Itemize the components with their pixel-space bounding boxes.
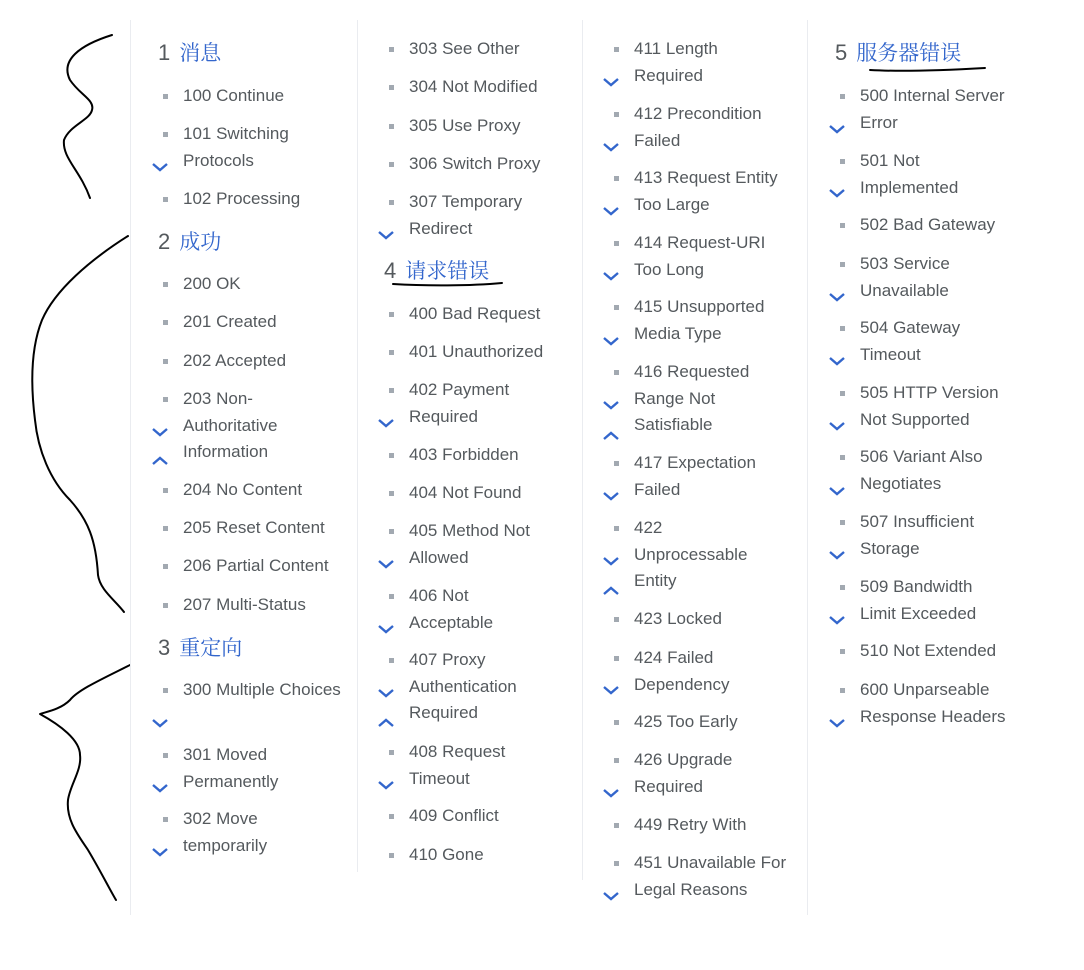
square-bullet-icon	[389, 491, 394, 496]
toc-item-600[interactable]	[860, 677, 1020, 730]
toc-item-label[interactable]: 305 Use Proxy	[409, 116, 521, 135]
toc-item-label[interactable]: 422 Unprocessable Entity	[634, 518, 748, 590]
chevron-down-icon[interactable]	[152, 718, 168, 728]
toc-item-label[interactable]: 400 Bad Request	[409, 304, 541, 323]
brace-section-2	[32, 236, 128, 612]
square-bullet-icon	[389, 750, 394, 755]
toc-item-101[interactable]	[183, 121, 348, 174]
toc-item-204[interactable]	[183, 477, 348, 504]
toc-item-200[interactable]	[183, 271, 348, 298]
square-bullet-icon	[614, 241, 619, 246]
toc-item-506[interactable]	[860, 444, 995, 497]
chevron-down-icon[interactable]	[829, 550, 845, 560]
toc-item-label[interactable]: 506 Variant Also Negotiates	[860, 447, 983, 493]
square-bullet-icon	[614, 656, 619, 661]
toc-item-410[interactable]	[409, 842, 574, 869]
toc-item-label[interactable]: 510 Not Extended	[860, 641, 997, 660]
toc-item-203[interactable]	[183, 386, 313, 466]
chevron-down-icon[interactable]	[603, 400, 619, 410]
square-bullet-icon	[389, 453, 394, 458]
toc-item-label[interactable]: 102 Processing	[183, 189, 301, 208]
toc-item-label[interactable]: 307 Temporary Redirect	[409, 192, 523, 238]
chevron-down-icon[interactable]	[603, 271, 619, 281]
square-bullet-icon	[389, 814, 394, 819]
toc-item-507[interactable]	[860, 509, 985, 562]
toc-item-label[interactable]: 300 Multiple Choices	[183, 680, 341, 699]
toc-item-label[interactable]: 502 Bad Gateway	[860, 215, 996, 234]
square-bullet-icon	[614, 861, 619, 866]
toc-item-408[interactable]	[409, 739, 524, 792]
toc-item-102[interactable]	[183, 186, 348, 213]
toc-item-label[interactable]: 303 See Other	[409, 39, 520, 58]
chevron-down-icon[interactable]	[829, 124, 845, 134]
section-heading-1xx[interactable]	[158, 38, 221, 68]
toc-item-label[interactable]: 200 OK	[183, 274, 241, 293]
toc-item-label[interactable]: 415 Unsupported Media Type	[634, 297, 765, 343]
toc-item-label[interactable]: 101 Switching Protocols	[183, 124, 289, 170]
square-bullet-icon	[389, 658, 394, 663]
chevron-down-icon[interactable]	[378, 688, 394, 698]
square-bullet-icon	[389, 853, 394, 858]
toc-item-label[interactable]: 500 Internal Server Error	[860, 86, 1005, 132]
toc-item-label[interactable]: 406 Not Acceptable	[409, 586, 494, 632]
toc-item-302[interactable]	[183, 806, 308, 859]
toc-item-414[interactable]	[634, 230, 779, 283]
section-title[interactable]: 重定向	[179, 636, 243, 660]
toc-item-label[interactable]: 505 HTTP Version Not Supported	[860, 383, 999, 429]
section-heading-2xx[interactable]	[158, 227, 221, 257]
chevron-down-icon[interactable]	[603, 491, 619, 501]
chevron-down-icon[interactable]	[603, 142, 619, 152]
square-bullet-icon	[614, 720, 619, 725]
square-bullet-icon	[840, 159, 845, 164]
toc-item-301[interactable]	[183, 742, 308, 795]
chevron-down-icon[interactable]	[603, 891, 619, 901]
chevron-down-icon[interactable]	[829, 486, 845, 496]
brace-section-3	[40, 665, 130, 900]
chevron-down-icon[interactable]	[829, 421, 845, 431]
toc-item-407[interactable]	[409, 647, 534, 727]
toc-item-label[interactable]: 403 Forbidden	[409, 445, 519, 464]
toc-item-label[interactable]: 306 Switch Proxy	[409, 154, 541, 173]
section-number: 5	[835, 40, 848, 65]
chevron-down-icon[interactable]	[603, 685, 619, 695]
square-bullet-icon	[840, 94, 845, 99]
toc-item-label[interactable]: 407 Proxy Authentication Required	[409, 650, 517, 722]
square-bullet-icon	[389, 594, 394, 599]
toc-item-422[interactable]	[634, 515, 764, 595]
chevron-down-icon[interactable]	[603, 336, 619, 346]
toc-item-label[interactable]: 100 Continue	[183, 86, 285, 105]
section-number: 2	[158, 229, 171, 254]
chevron-down-icon[interactable]	[378, 624, 394, 634]
toc-item-label[interactable]: 401 Unauthorized	[409, 342, 544, 361]
square-bullet-icon	[389, 162, 394, 167]
toc-item-449[interactable]	[634, 812, 799, 839]
toc-item-label[interactable]: 409 Conflict	[409, 806, 499, 825]
toc-item-206[interactable]	[183, 553, 348, 580]
section-title[interactable]: 服务器错误	[856, 41, 962, 65]
toc-item-509[interactable]	[860, 574, 990, 627]
square-bullet-icon	[163, 817, 168, 822]
chevron-down-icon[interactable]	[152, 427, 168, 437]
square-bullet-icon	[163, 397, 168, 402]
toc-item-415[interactable]	[634, 294, 779, 347]
square-bullet-icon	[840, 223, 845, 228]
toc-item-504[interactable]	[860, 315, 970, 368]
section-number: 3	[158, 635, 171, 660]
toc-item-label[interactable]: 451 Unavailable For Legal Reasons	[634, 853, 787, 899]
square-bullet-icon	[163, 197, 168, 202]
toc-item-505[interactable]	[860, 380, 1010, 433]
toc-item-label[interactable]: 410 Gone	[409, 845, 484, 864]
toc-item-label[interactable]: 301 Moved Permanently	[183, 745, 279, 791]
section-number: 1	[158, 40, 171, 65]
column-divider	[357, 20, 358, 872]
toc-item-label[interactable]: 424 Failed Dependency	[634, 648, 730, 694]
square-bullet-icon	[389, 47, 394, 52]
square-bullet-icon	[840, 455, 845, 460]
toc-item-403[interactable]	[409, 442, 574, 469]
toc-item-label[interactable]: 416 Requested Range Not Satisfiable	[634, 362, 750, 434]
square-bullet-icon	[614, 370, 619, 375]
toc-item-424[interactable]	[634, 645, 749, 698]
toc-item-label[interactable]: 205 Reset Content	[183, 518, 325, 537]
square-bullet-icon	[389, 200, 394, 205]
toc-item-305[interactable]	[409, 113, 574, 140]
chevron-down-icon[interactable]	[829, 356, 845, 366]
toc-item-201[interactable]	[183, 309, 348, 336]
toc-item-451[interactable]	[634, 850, 799, 903]
toc-item-label[interactable]: 402 Payment Required	[409, 380, 510, 426]
toc-item-416[interactable]	[634, 359, 759, 439]
chevron-down-icon[interactable]	[829, 188, 845, 198]
toc-item-404[interactable]	[409, 480, 574, 507]
square-bullet-icon	[163, 359, 168, 364]
chevron-up-icon[interactable]	[603, 586, 619, 596]
toc-item-503[interactable]	[860, 251, 970, 304]
square-bullet-icon	[163, 488, 168, 493]
section-heading-3xx[interactable]	[158, 633, 242, 663]
section-heading-5xx[interactable]	[835, 38, 961, 68]
brace-section-1	[64, 35, 112, 198]
toc-item-205[interactable]	[183, 515, 348, 542]
section-title[interactable]: 成功	[179, 230, 222, 254]
toc-item-401[interactable]	[409, 339, 574, 366]
section-title[interactable]: 消息	[179, 41, 222, 65]
toc-item-100[interactable]	[183, 83, 348, 110]
toc-item-label[interactable]: 302 Move temporarily	[183, 809, 268, 855]
toc-item-label[interactable]: 404 Not Found	[409, 483, 522, 502]
toc-item-207[interactable]	[183, 592, 348, 619]
chevron-down-icon[interactable]	[603, 788, 619, 798]
chevron-down-icon[interactable]	[152, 783, 168, 793]
toc-item-413[interactable]	[634, 165, 789, 218]
square-bullet-icon	[389, 350, 394, 355]
square-bullet-icon	[389, 529, 394, 534]
chevron-up-icon[interactable]	[152, 456, 168, 466]
toc-item-label[interactable]: 503 Service Unavailable	[860, 254, 950, 300]
square-bullet-icon	[614, 305, 619, 310]
square-bullet-icon	[614, 758, 619, 763]
toc-item-426[interactable]	[634, 747, 749, 800]
toc-item-label[interactable]: 203 Non-Authoritative Information	[183, 389, 278, 461]
toc-item-label[interactable]: 423 Locked	[634, 609, 722, 628]
square-bullet-icon	[840, 649, 845, 654]
toc-item-label[interactable]: 207 Multi-Status	[183, 595, 306, 614]
toc-item-501[interactable]	[860, 148, 975, 201]
square-bullet-icon	[163, 688, 168, 693]
toc-item-label[interactable]: 504 Gateway Timeout	[860, 318, 961, 364]
chevron-down-icon[interactable]	[378, 559, 394, 569]
toc-item-label[interactable]: 202 Accepted	[183, 351, 287, 370]
toc-item-417[interactable]	[634, 450, 769, 503]
chevron-down-icon[interactable]	[829, 615, 845, 625]
toc-item-label[interactable]: 425 Too Early	[634, 712, 738, 731]
toc-item-400[interactable]	[409, 301, 574, 328]
toc-item-label[interactable]: 304 Not Modified	[409, 77, 538, 96]
toc-item-label[interactable]: 426 Upgrade Required	[634, 750, 733, 796]
square-bullet-icon	[840, 688, 845, 693]
square-bullet-icon	[163, 753, 168, 758]
square-bullet-icon	[614, 617, 619, 622]
toc-item-510[interactable]	[860, 638, 1035, 665]
toc-item-label[interactable]: 412 Precondition Failed	[634, 104, 762, 150]
section-title[interactable]: 请求错误	[405, 259, 490, 283]
toc-item-label[interactable]: 417 Expectation Failed	[634, 453, 756, 499]
section-heading-4xx[interactable]	[384, 256, 489, 286]
square-bullet-icon	[840, 585, 845, 590]
square-bullet-icon	[163, 564, 168, 569]
square-bullet-icon	[614, 461, 619, 466]
chevron-down-icon[interactable]	[829, 292, 845, 302]
square-bullet-icon	[163, 282, 168, 287]
square-bullet-icon	[163, 132, 168, 137]
section-number: 4	[384, 258, 397, 283]
toc-item-303[interactable]	[409, 36, 574, 63]
square-bullet-icon	[614, 112, 619, 117]
column-divider	[130, 20, 131, 915]
toc-item-412[interactable]	[634, 101, 774, 154]
square-bullet-icon	[840, 262, 845, 267]
toc-item-label[interactable]: 413 Request Entity Too Large	[634, 168, 778, 214]
square-bullet-icon	[389, 388, 394, 393]
chevron-down-icon[interactable]	[152, 847, 168, 857]
toc-item-label[interactable]: 206 Partial Content	[183, 556, 329, 575]
toc-item-423[interactable]	[634, 606, 799, 633]
square-bullet-icon	[840, 391, 845, 396]
chevron-down-icon[interactable]	[603, 206, 619, 216]
toc-item-406[interactable]	[409, 583, 509, 636]
toc-item-202[interactable]	[183, 348, 348, 375]
toc-item-409[interactable]	[409, 803, 574, 830]
column-divider	[582, 20, 583, 880]
toc-item-label[interactable]: 414 Request-URI Too Long	[634, 233, 766, 279]
square-bullet-icon	[840, 326, 845, 331]
toc-item-500[interactable]	[860, 83, 1020, 136]
underline-section-5	[870, 68, 985, 71]
square-bullet-icon	[163, 526, 168, 531]
square-bullet-icon	[163, 603, 168, 608]
square-bullet-icon	[163, 320, 168, 325]
toc-item-411[interactable]	[634, 36, 754, 89]
toc-item-425[interactable]	[634, 709, 799, 736]
square-bullet-icon	[389, 312, 394, 317]
chevron-down-icon[interactable]	[378, 780, 394, 790]
square-bullet-icon	[389, 124, 394, 129]
chevron-down-icon[interactable]	[603, 556, 619, 566]
chevron-down-icon[interactable]	[603, 77, 619, 87]
chevron-down-icon[interactable]	[829, 718, 845, 728]
chevron-up-icon[interactable]	[603, 431, 619, 441]
toc-item-405[interactable]	[409, 518, 549, 571]
square-bullet-icon	[389, 85, 394, 90]
toc-item-label[interactable]: 411 Length Required	[634, 39, 718, 85]
toc-item-300[interactable]	[183, 677, 348, 704]
square-bullet-icon	[614, 823, 619, 828]
toc-item-304[interactable]	[409, 74, 574, 101]
toc-item-307[interactable]	[409, 189, 539, 242]
square-bullet-icon	[614, 526, 619, 531]
square-bullet-icon	[614, 176, 619, 181]
chevron-down-icon[interactable]	[378, 230, 394, 240]
toc-item-label[interactable]: 600 Unparseable Response Headers	[860, 680, 1006, 726]
toc-item-306[interactable]	[409, 151, 574, 178]
toc-item-label[interactable]: 509 Bandwidth Limit Exceeded	[860, 577, 977, 623]
toc-item-502[interactable]	[860, 212, 1035, 239]
chevron-down-icon[interactable]	[152, 162, 168, 172]
square-bullet-icon	[840, 520, 845, 525]
chevron-down-icon[interactable]	[378, 418, 394, 428]
toc-item-label[interactable]: 501 Not Implemented	[860, 151, 959, 197]
toc-item-label[interactable]: 204 No Content	[183, 480, 303, 499]
toc-item-label[interactable]: 408 Request Timeout	[409, 742, 506, 788]
square-bullet-icon	[614, 47, 619, 52]
toc-item-label[interactable]: 507 Insufficient Storage	[860, 512, 975, 558]
toc-item-label[interactable]: 201 Created	[183, 312, 277, 331]
toc-item-label[interactable]: 405 Method Not Allowed	[409, 521, 530, 567]
toc-item-label[interactable]: 449 Retry With	[634, 815, 747, 834]
toc-item-402[interactable]	[409, 377, 529, 430]
column-divider	[807, 20, 808, 915]
square-bullet-icon	[163, 94, 168, 99]
chevron-up-icon[interactable]	[378, 718, 394, 728]
